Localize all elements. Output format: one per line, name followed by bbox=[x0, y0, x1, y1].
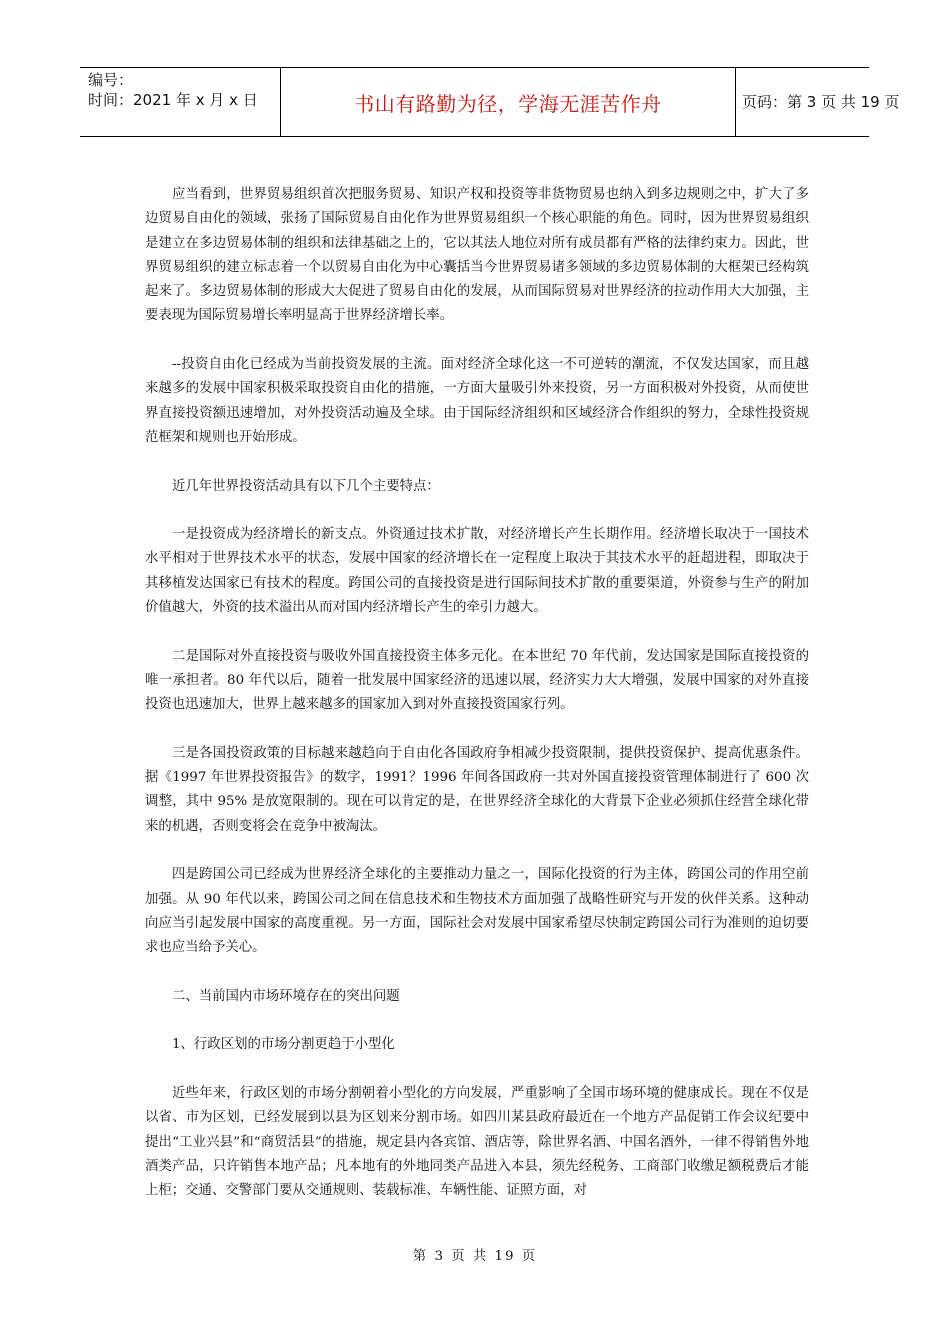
paragraph-investment-liberalization: --投资自由化已经成为当前投资发展的主流。面对经济全球化这一不可逆转的潮流，不仅发达国家，而且越来越多的发展中国家积极采取投资自由化的措施，一方面大量吸引外来投资，另一方面积极对外投资，从而使世界直接投资额迅速增加，对外投资活动遍及全球。由于国际经济组织和区域经济合作组织的努力，全球性投资规范框架和规则也开始形成。 bbox=[145, 357, 809, 445]
header-page-cell bbox=[736, 68, 900, 136]
header-info-cell bbox=[80, 68, 280, 136]
date-line: 时间：2021 年 x 月 x 日 bbox=[88, 91, 258, 109]
paragraph-feature-three: 三是各国投资政策的目标越来越趋向于自由化各国政府争相减少投资限制，提供投资保护、提高优惠条件。据《1997 年世界投资报告》的数字，1991？1996 年间各国政府一共对外国直接投资管理体制进行了 600 次调整，其中 95% 是放宽限制的。现在可以肯定的是，在世界经济全球化的大背景下企业必须抓住经营全球化带来的机遇，否则变将会在竞争中被淘汰。 bbox=[145, 745, 809, 834]
paragraph-feature-one: 一是投资成为经济增长的新支点。外资通过技术扩散，对经济增长产生长期作用。经济增长取决于一国技术水平相对于世界技术水平的状态，发展中国家的经济增长在一定程度上取决于其技术水平的赶超进程，即取决于其移植发达国家已有技术的程度。跨国公司的直接投资是进行国际间技术扩散的重要渠道，外资参与生产的附加价值越大，外资的技术溢出从而对国内经济增长产生的牵引力越大。 bbox=[145, 527, 809, 616]
page-header bbox=[80, 67, 900, 137]
paragraph-feature-two: 二是国际对外直接投资与吸收外国直接投资主体多元化。在本世纪 70 年代前，发达国家是国际直接投资的唯一承担者。80 年代以后，随着一批发展中国家经济的迅速以展，经济实力大大增强，发展中国家的对外直接投资也迅速加大，世界上越来越多的国家加入到对外直接投资国家行列。 bbox=[145, 648, 809, 713]
header-page-info: 页码：第 3 页 共 19 页 bbox=[742, 93, 900, 111]
header-motto: 书山有路勤为径，学海无涯苦作舟 bbox=[354, 92, 662, 116]
paragraph-market-segmentation: 近些年来，行政区划的市场分割朝着小型化的方向发展，严重影响了全国市场环境的健康成长。现在不仅是以省、市为区划，已经发展到以县为区划来分割市场。如四川某县政府最近在一个地方产品促销工作会议纪要中提出“工业兴县”和“商贸活县”的措施，规定县内各宾馆、酒店等，除世界名酒、中国名酒外，一律不得销售外地酒类产品，只许销售本地产品；凡本地有的外地同类产品进入本县，须先经税务、工商部门收缴足额税费后才能上柜；交通、交警部门要从交通规则、装载标准、车辆性能、证照方面，对 bbox=[145, 1085, 809, 1199]
section-heading: 二、当前国内市场环境存在的突出问题 bbox=[172, 988, 400, 1004]
serial-number-label: 编号： bbox=[88, 71, 134, 89]
subsection-heading: 1、行政区划的市场分割更趋于小型化 bbox=[172, 1037, 395, 1053]
paragraph-wto: 应当看到，世界贸易组织首次把服务贸易、知识产权和投资等非货物贸易也纳入到多边规则之中，扩大了多边贸易自由化的领域，张扬了国际贸易自由化作为世界贸易组织一个核心职能的角色。同时，因为世界贸易组织是建立在多边贸易体制的组织和法律基础之上的，它以其法人地位对所有成员都有严格的法律约束力。因此，世界贸易组织的建立标志着一个以贸易自由化为中心囊括当今世界贸易诸多领域的多边贸易体制的大框架已经构筑起来了。多边贸易体制的形成大大促进了贸易自由化的发展，从而国际贸易对世界经济的拉动作用大大加强，主要表现为国际贸易增长率明显高于世界经济增长率。 bbox=[145, 187, 809, 324]
paragraph-features-intro: 近几年世界投资活动具有以下几个主要特点： bbox=[172, 478, 440, 494]
header-motto-cell bbox=[280, 68, 736, 136]
paragraph-feature-four: 四是跨国公司已经成为世界经济全球化的主要推动力量之一，国际化投资的行为主体，跨国公司的作用空前加强。从 90 年代以来，跨国公司之间在信息技术和生物技术方面加强了战略性研究与开发的伙伴关系。这种动向应当引起发展中国家的高度重视。另一方面，国际社会对发展中国家希望尽快制定跨国公司行为准则的迫切要求也应当给予关心。 bbox=[145, 867, 809, 956]
page-footer: 第 3 页 共 19 页 bbox=[412, 1249, 538, 1264]
document-body bbox=[145, 183, 809, 1228]
